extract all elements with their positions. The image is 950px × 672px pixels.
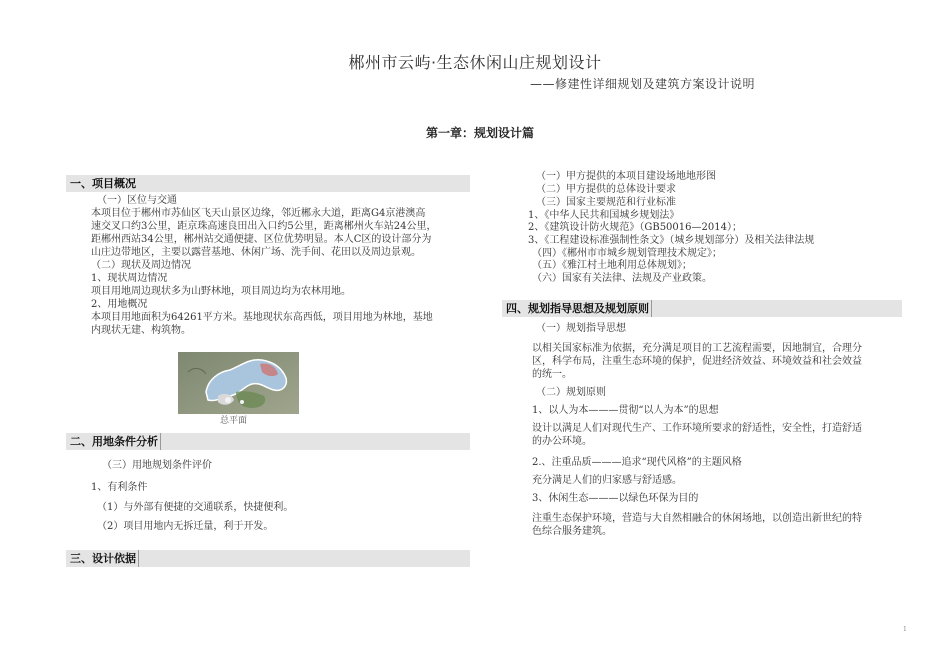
location-line-1: 本项目位于郴州市苏仙区飞天山景区边缘，邻近郴永大道，距离G4京港澳高	[91, 208, 426, 219]
basis-item: （一）甲方提供的本项目建设场地地形图	[536, 171, 716, 182]
land-evaluation-title: （三）用地规划条件评价	[102, 460, 212, 471]
section-heading-label: 二、用地条件分析	[70, 433, 161, 450]
favorable-conditions-title: 1、有利条件	[91, 482, 148, 493]
section-heading-project-overview	[66, 175, 470, 192]
guiding-idea-title: （一）规划指导思想	[536, 323, 626, 334]
current-status-sub-1-text: 项目用地周边现状多为山野林地，项目周边均为农林用地。	[91, 286, 351, 297]
basis-item: （六）国家有关法律、法规及产业政策。	[532, 273, 712, 284]
principle-2-text: 充分满足人们的归家感与舒适感。	[532, 475, 682, 486]
principle-3-line-2: 色综合服务建筑。	[532, 526, 612, 537]
principle-1-line-1: 设计以满足人们对现代生产、工作环境所要求的舒适性，安全性，打造舒适	[532, 423, 862, 434]
principles-title: （二）规划原则	[536, 387, 606, 398]
principle-3-title: 3、休闲生态———以绿色环保为目的	[532, 493, 699, 504]
page-number: 1	[903, 626, 907, 633]
current-status-title: （二）现状及周边情况	[91, 260, 191, 271]
favorable-condition-1: （1）与外部有便捷的交通联系，快捷便利。	[97, 502, 294, 513]
principle-1-title: 1、以人为本———贯彻“以人为本”的思想	[532, 405, 719, 416]
document-title: 郴州市云屿·生态休闲山庄规划设计	[348, 53, 602, 72]
current-status-sub-1: 1、现状周边情况	[91, 273, 168, 284]
site-plan-image	[178, 352, 299, 414]
section-heading-label: 三、设计依据	[70, 550, 139, 567]
site-plan-caption: 总平面	[220, 416, 248, 426]
basis-item: 1、《中华人民共和国城乡规划法》	[528, 210, 680, 221]
section-heading-land-analysis	[66, 433, 470, 450]
basis-item: （四）《郴州市市城乡规划管理技术规定》；	[532, 248, 722, 259]
section-heading-label: 四、规划指导思想及规划原则	[506, 300, 652, 317]
location-line-2: 速交叉口约3公里，距京珠高速良田出入口约5公里，距离郴州火车站24公里，	[91, 221, 437, 232]
principle-3-line-1: 注重生态保护环境，营造与大自然相融合的休闲场地，以创造出新世纪的特	[532, 513, 862, 524]
section-heading-planning-principles	[502, 300, 902, 317]
location-line-3: 距郴州西站34公里，郴州站交通便捷、区位优势明显。本人C区的设计部分为	[91, 234, 432, 245]
section-heading-label: 一、项目概况	[70, 177, 136, 190]
guiding-idea-line-1: 以相关国家标准为依据，充分满足项目的工艺流程需要，因地制宜，合理分	[532, 343, 862, 354]
basis-item: 3、《工程建设标准强制性条文》（城乡规划部分）及相关法律法规	[528, 235, 815, 246]
principle-2-title: 2.、注重品质———追求“现代风格”的主题风格	[532, 457, 742, 468]
basis-item: （三）国家主要规范和行业标准	[536, 197, 676, 208]
location-title: （一）区位与交通	[97, 195, 177, 206]
basis-item: 2、《建筑设计防火规范》（GB50016—2014）；	[528, 222, 742, 233]
chapter-heading: 第一章：规划设计篇	[425, 126, 534, 140]
land-overview-line-2: 内现状无建、构筑物。	[91, 325, 191, 336]
favorable-condition-2: （2）项目用地内无拆迁量，利于开发。	[97, 521, 274, 532]
document-subtitle: ——修建性详细规划及建筑方案设计说明	[530, 77, 756, 91]
section-heading-design-basis	[66, 550, 470, 567]
guiding-idea-line-2: 区，科学布局，注重生态环境的保护，促进经济效益、环境效益和社会效益	[532, 356, 862, 367]
guiding-idea-line-3: 的统一。	[532, 369, 572, 380]
principle-1-line-2: 的办公环境。	[532, 436, 592, 447]
basis-item: （二）甲方提供的总体设计要求	[536, 184, 676, 195]
location-line-4: 山庄边带地区，主要以露营基地、休闲广场、洗手间、花田以及周边景观。	[91, 247, 421, 258]
basis-item: （五）《雅江村土地利用总体规划》；	[532, 260, 692, 271]
land-overview-line-1: 本项目用地面积为64261平方米。基地现状东高西低，项目用地为林地，基地	[91, 312, 433, 323]
land-overview-title: 2、用地概况	[91, 299, 148, 310]
